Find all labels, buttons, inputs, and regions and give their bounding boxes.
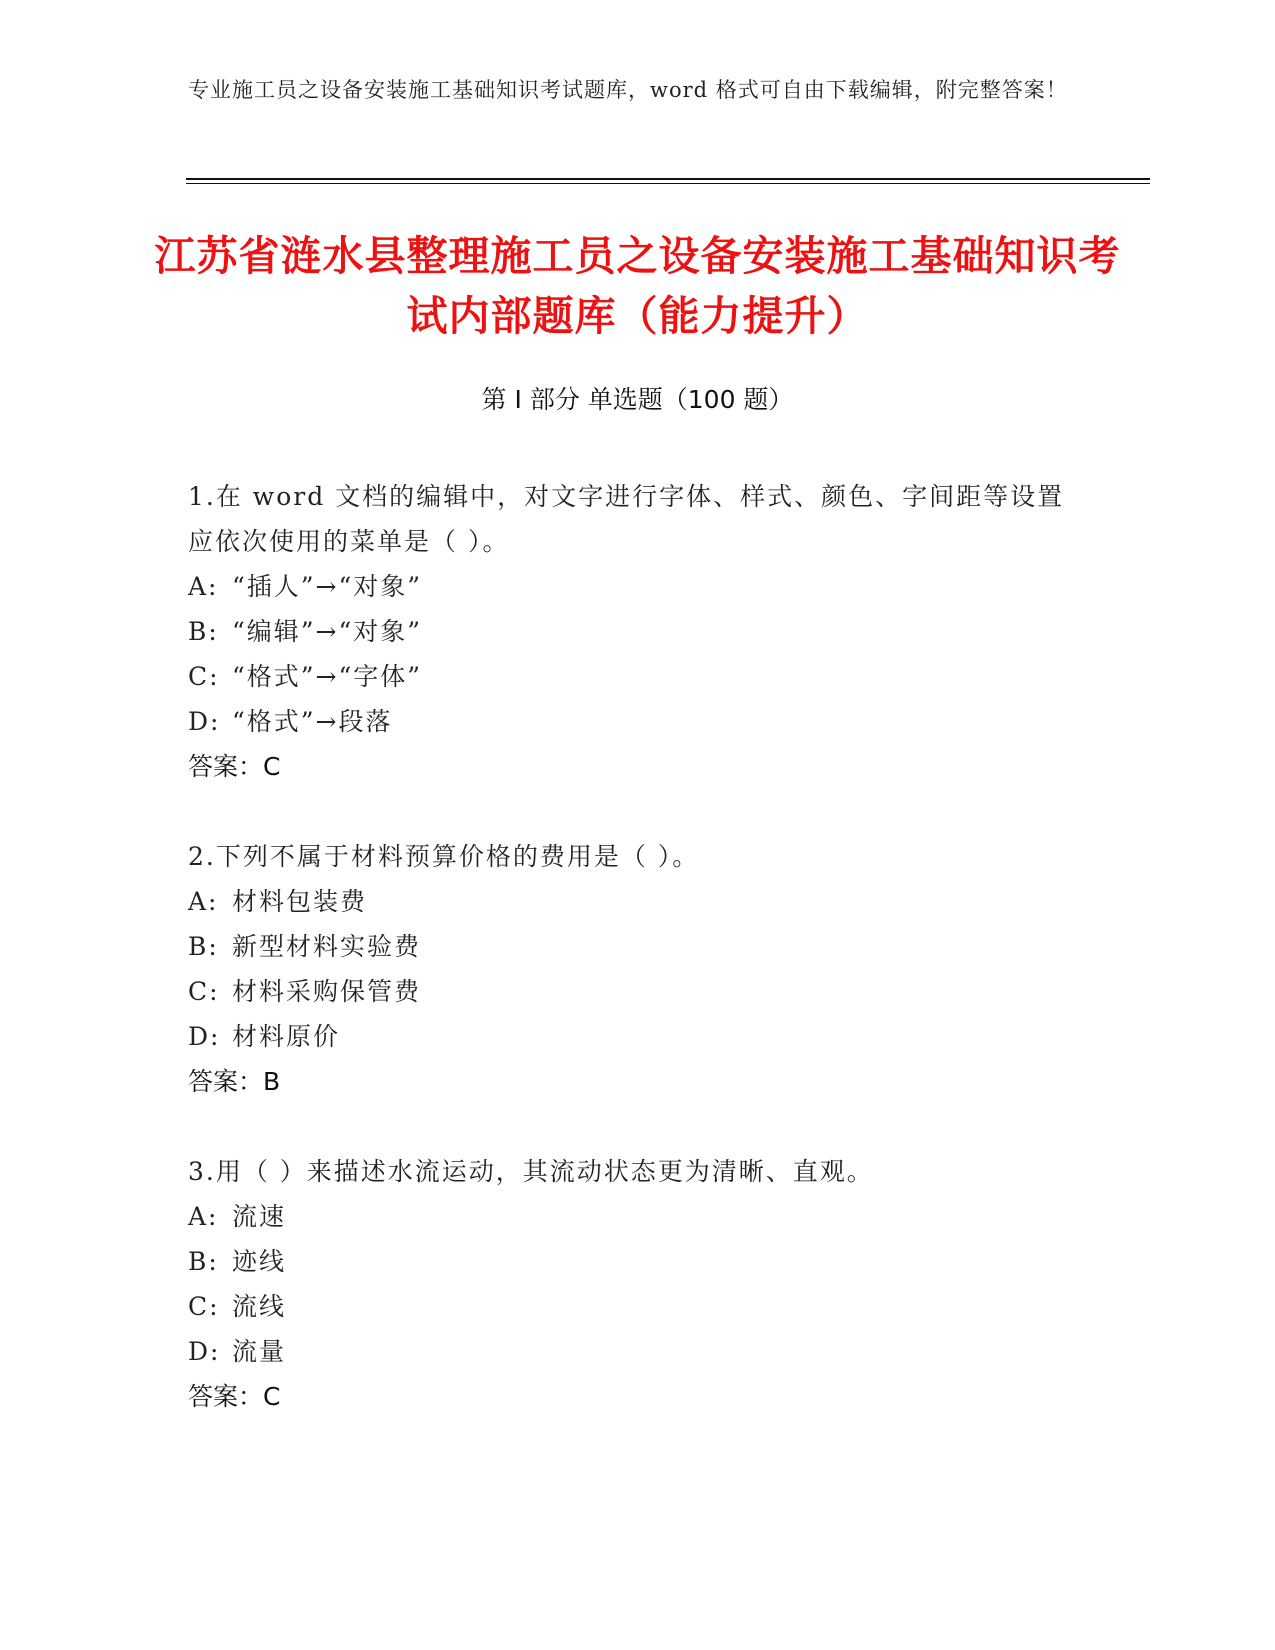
question-list <box>188 474 1088 1464</box>
option-c <box>188 969 1088 1014</box>
question-3 <box>188 1149 1088 1419</box>
answer-line: 答案：B <box>188 1067 281 1096</box>
option-text: “插人”→“对象” <box>232 572 423 601</box>
option-a <box>188 1194 1088 1239</box>
option-letter: B: <box>188 932 219 961</box>
option-b <box>188 924 1088 969</box>
option-text: 材料原价 <box>232 1022 341 1051</box>
option-letter: D: <box>188 707 221 736</box>
option-text: “编辑”→“对象” <box>232 617 423 646</box>
option-letter: A: <box>188 1202 219 1231</box>
option-letter: D: <box>188 1337 221 1366</box>
option-text: “格式”→“字体” <box>232 662 423 691</box>
option-text: 流速 <box>232 1202 287 1231</box>
question-stem: 1.在 word 文档的编辑中，对文字进行字体、样式、颜色、字间距等设置应依次使用的菜单是（ ）。 <box>188 482 1065 556</box>
option-c <box>188 654 1088 699</box>
header-rule-thin <box>186 183 1150 184</box>
question-2 <box>188 834 1088 1104</box>
option-text: 迹线 <box>232 1247 287 1276</box>
option-d <box>188 699 1088 744</box>
question-stem: 2.下列不属于材料预算价格的费用是（ ）。 <box>188 842 700 871</box>
option-letter: B: <box>188 617 219 646</box>
option-letter: C: <box>188 1292 220 1321</box>
header-note: 专业施工员之设备安装施工基础知识考试题库，word 格式可自由下载编辑，附完整答案！ <box>188 78 1068 102</box>
option-text: 材料采购保管费 <box>232 977 422 1006</box>
question-1 <box>188 474 1088 789</box>
document-title: 江苏省涟水县整理施工员之设备安装施工基础知识考试内部题库（能力提升） <box>154 232 1121 340</box>
option-letter: B: <box>188 1247 219 1276</box>
question-stem: 3.用（ ）来描述水流运动，其流动状态更为清晰、直观。 <box>188 1157 874 1186</box>
option-letter: C: <box>188 977 220 1006</box>
option-text: “格式”→段落 <box>232 707 393 736</box>
answer-line: 答案：C <box>188 752 281 781</box>
answer-line: 答案：C <box>188 1382 281 1411</box>
option-letter: D: <box>188 1022 221 1051</box>
option-text: 流线 <box>232 1292 287 1321</box>
option-letter: C: <box>188 662 220 691</box>
option-a <box>188 564 1088 609</box>
option-letter: A: <box>188 572 219 601</box>
option-b <box>188 609 1088 654</box>
section-heading: 第 I 部分 单选题（100 题） <box>481 385 794 414</box>
option-text: 新型材料实验费 <box>232 932 422 961</box>
option-c <box>188 1284 1088 1329</box>
option-d <box>188 1329 1088 1374</box>
header-rule-thick <box>186 178 1150 180</box>
option-b <box>188 1239 1088 1284</box>
option-a <box>188 879 1088 924</box>
option-d <box>188 1014 1088 1059</box>
option-text: 流量 <box>232 1337 287 1366</box>
option-text: 材料包装费 <box>232 887 368 916</box>
option-letter: A: <box>188 887 219 916</box>
